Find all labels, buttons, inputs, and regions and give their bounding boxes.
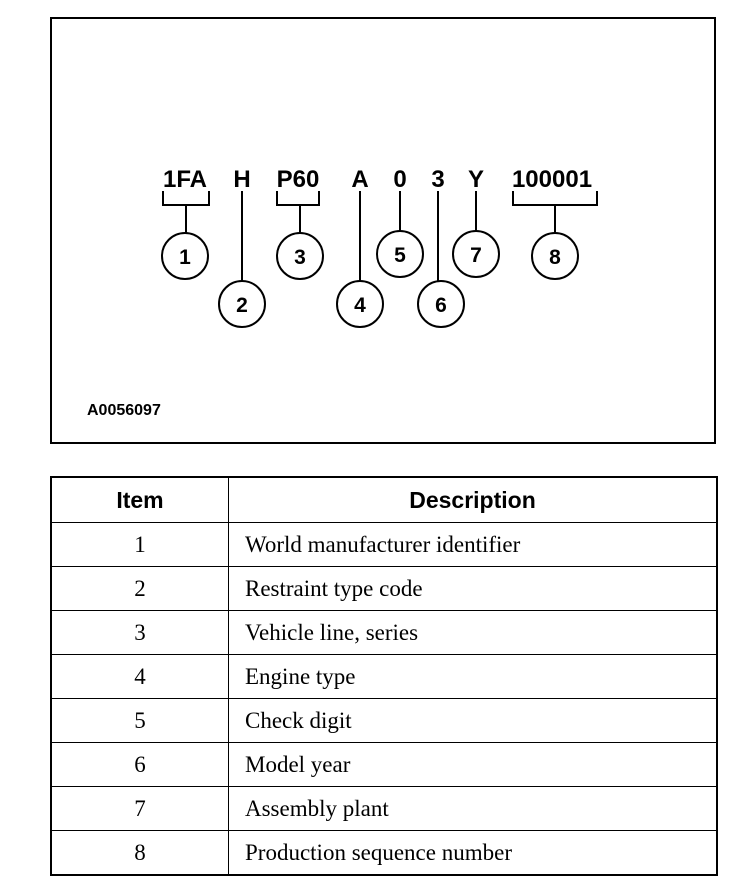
item-cell: 1 [51, 523, 229, 567]
callout-number-2: 2 [236, 294, 248, 317]
bracket-leader-1 [163, 191, 209, 237]
item-cell: 7 [51, 787, 229, 831]
item-cell: 8 [51, 831, 229, 876]
legend-table [50, 476, 718, 876]
callout-number-4: 4 [354, 294, 366, 317]
table-header-row [51, 477, 717, 523]
vin-segment-5: 0 [393, 166, 407, 193]
callout-number-6: 6 [435, 294, 447, 317]
description-cell: World manufacturer identifier [229, 523, 718, 567]
figure-code: A0056097 [87, 402, 161, 419]
vin-segment-8: 100001 [511, 166, 593, 193]
description-cell: Restraint type code [229, 567, 718, 611]
description-column-header: Description [229, 477, 718, 523]
description-cell: Engine type [229, 655, 718, 699]
bracket-leader-8 [513, 191, 597, 237]
vin-segment-3: P60 [276, 166, 320, 193]
item-cell: 6 [51, 743, 229, 787]
table-row [51, 787, 717, 831]
description-cell: Production sequence number [229, 831, 718, 876]
bracket-leader-3 [277, 191, 319, 237]
vin-segment-7: Y [467, 166, 485, 193]
vin-segment-6: 3 [431, 166, 445, 193]
item-cell: 2 [51, 567, 229, 611]
table-row [51, 523, 717, 567]
vin-diagram-canvas [52, 19, 714, 442]
item-cell: 4 [51, 655, 229, 699]
description-cell: Model year [229, 743, 718, 787]
callout-number-3: 3 [294, 246, 306, 269]
table-row [51, 743, 717, 787]
vin-segment-2: H [233, 166, 251, 193]
callout-number-8: 8 [549, 246, 561, 269]
item-column-header: Item [51, 477, 229, 523]
callout-number-5: 5 [394, 244, 406, 267]
description-cell: Assembly plant [229, 787, 718, 831]
callout-number-7: 7 [470, 244, 482, 267]
table-row [51, 655, 717, 699]
description-cell: Vehicle line, series [229, 611, 718, 655]
table-row [51, 831, 717, 876]
vin-segment-1: 1FA [162, 166, 208, 193]
item-cell: 3 [51, 611, 229, 655]
table-row [51, 567, 717, 611]
vin-segment-4: A [351, 166, 369, 193]
table-row [51, 699, 717, 743]
description-cell: Check digit [229, 699, 718, 743]
item-cell: 5 [51, 699, 229, 743]
callout-number-1: 1 [179, 246, 191, 269]
vin-diagram [50, 17, 716, 444]
table-row [51, 611, 717, 655]
